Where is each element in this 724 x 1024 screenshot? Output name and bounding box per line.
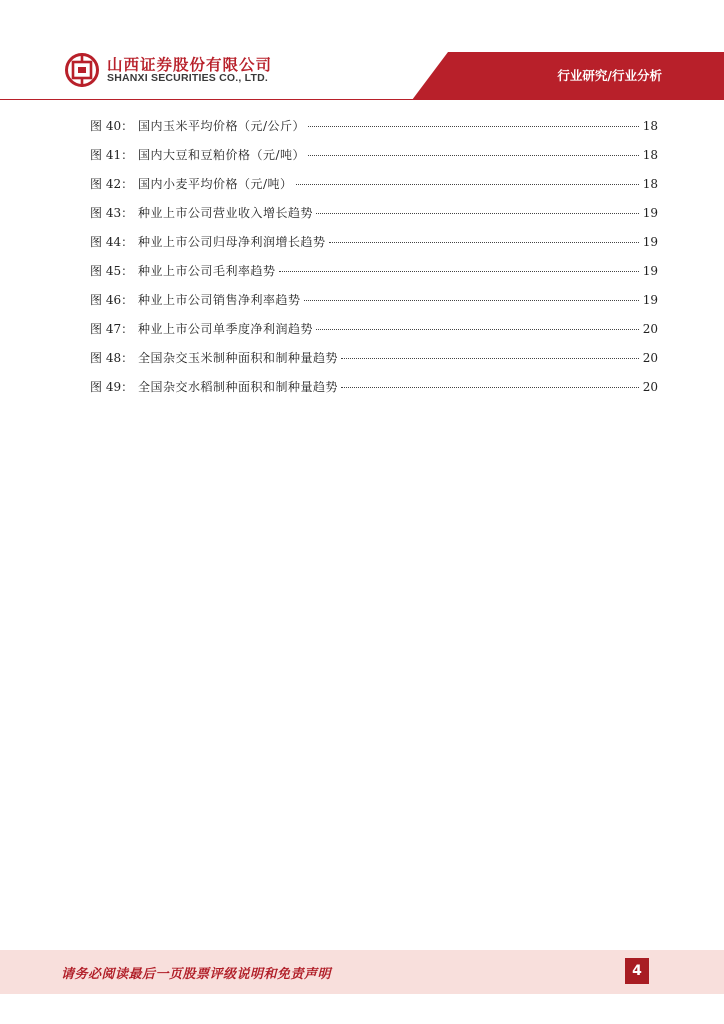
figure-page-number: 20 bbox=[642, 351, 658, 365]
dot-leader bbox=[279, 270, 639, 272]
figure-title: 种业上市公司销售净利率趋势 bbox=[138, 293, 301, 307]
figure-page-number: 19 bbox=[642, 264, 658, 278]
company-name-en: SHANXI SECURITIES CO., LTD. bbox=[107, 72, 268, 84]
figure-number: 图 47： bbox=[90, 322, 134, 336]
figure-title: 全国杂交水稻制种面积和制种量趋势 bbox=[138, 380, 339, 394]
figure-list bbox=[90, 116, 658, 406]
dot-leader bbox=[329, 241, 639, 243]
figure-number: 图 42： bbox=[90, 177, 134, 191]
figure-page-number: 19 bbox=[642, 235, 658, 249]
figure-title: 种业上市公司归母净利润增长趋势 bbox=[138, 235, 326, 249]
figure-title: 种业上市公司营业收入增长趋势 bbox=[138, 206, 314, 220]
figure-page-number: 20 bbox=[642, 322, 658, 336]
page-header bbox=[0, 0, 724, 100]
figure-title: 国内玉米平均价格（元/公斤） bbox=[138, 119, 306, 133]
dot-leader bbox=[316, 212, 639, 214]
figure-title: 国内大豆和豆粕价格（元/吨） bbox=[138, 148, 306, 162]
disclaimer-notice: 请务必阅读最后一页股票评级说明和免责声明 bbox=[61, 967, 332, 982]
dot-leader bbox=[296, 183, 639, 185]
figure-list-entry[interactable] bbox=[90, 261, 658, 290]
figure-list-entry[interactable] bbox=[90, 174, 658, 203]
company-name-cn: 山西证券股份有限公司 bbox=[107, 56, 273, 74]
figure-number: 图 45： bbox=[90, 264, 134, 278]
figure-list-entry[interactable] bbox=[90, 377, 658, 406]
figure-number: 图 41： bbox=[90, 148, 134, 162]
figure-page-number: 20 bbox=[642, 380, 658, 394]
figure-number: 图 48： bbox=[90, 351, 134, 365]
figure-number: 图 43： bbox=[90, 206, 134, 220]
report-category: 行业研究/行业分析 bbox=[557, 68, 662, 83]
figure-title: 种业上市公司单季度净利润趋势 bbox=[138, 322, 314, 336]
company-logo-icon bbox=[64, 52, 100, 88]
figure-page-number: 18 bbox=[642, 148, 658, 162]
figure-list-entry[interactable] bbox=[90, 232, 658, 261]
page-number: 4 bbox=[625, 958, 649, 984]
figure-list-entry[interactable] bbox=[90, 290, 658, 319]
figure-page-number: 18 bbox=[642, 177, 658, 191]
figure-list-entry[interactable] bbox=[90, 348, 658, 377]
dot-leader bbox=[304, 299, 639, 301]
figure-number: 图 49： bbox=[90, 380, 134, 394]
figure-number: 图 40： bbox=[90, 119, 134, 133]
figure-title: 国内小麦平均价格（元/吨） bbox=[138, 177, 293, 191]
dot-leader bbox=[308, 125, 639, 127]
dot-leader bbox=[308, 154, 639, 156]
figure-page-number: 18 bbox=[642, 119, 658, 133]
figure-page-number: 19 bbox=[642, 293, 658, 307]
header-band bbox=[0, 0, 724, 100]
figure-title: 全国杂交玉米制种面积和制种量趋势 bbox=[138, 351, 339, 365]
figure-number: 图 44： bbox=[90, 235, 134, 249]
figure-number: 图 46： bbox=[90, 293, 134, 307]
dot-leader bbox=[341, 357, 639, 359]
dot-leader bbox=[341, 386, 639, 388]
figure-title: 种业上市公司毛利率趋势 bbox=[138, 264, 276, 278]
figure-list-entry[interactable] bbox=[90, 203, 658, 232]
figure-list-entry[interactable] bbox=[90, 319, 658, 348]
dot-leader bbox=[316, 328, 639, 330]
page-footer bbox=[0, 950, 724, 994]
figure-page-number: 19 bbox=[642, 206, 658, 220]
figure-list-entry[interactable] bbox=[90, 145, 658, 174]
figure-list-entry[interactable] bbox=[90, 116, 658, 145]
